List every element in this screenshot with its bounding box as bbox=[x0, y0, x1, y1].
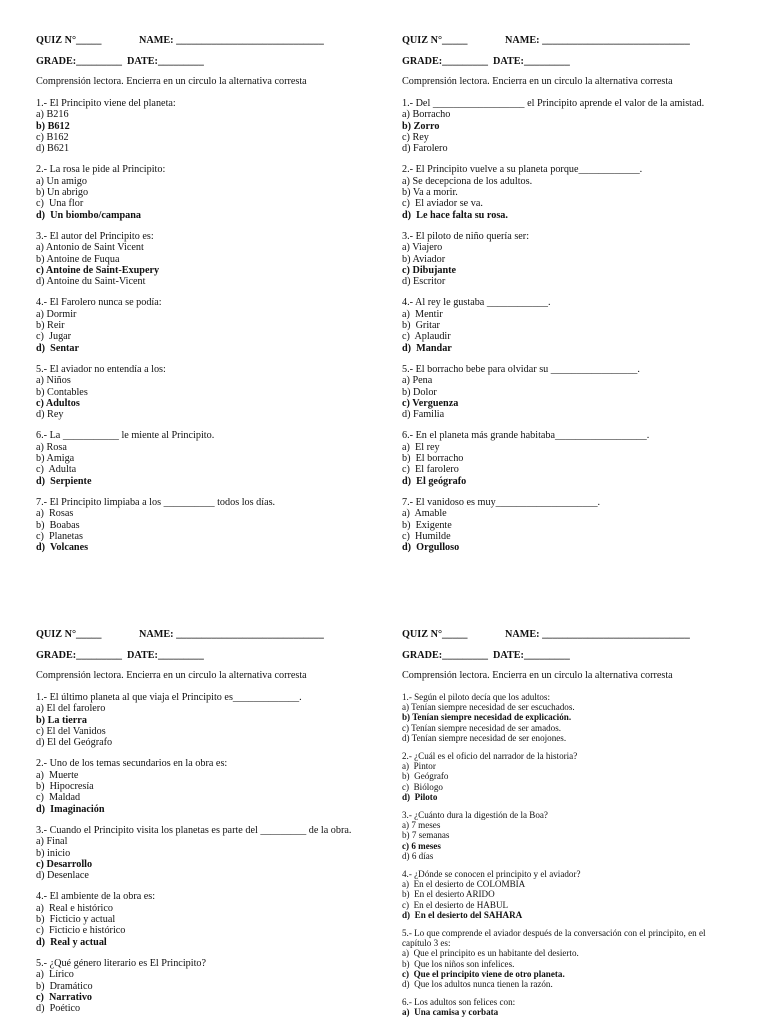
name-label: NAME: _____________________________ bbox=[505, 629, 690, 640]
answer-option: a) Rosas bbox=[36, 508, 74, 520]
answer-option: b) 7 semanas bbox=[402, 830, 450, 841]
answer-option: c) B162 bbox=[36, 131, 69, 143]
correct-option: d) Real y actual bbox=[36, 936, 107, 948]
answer-option: a) Pintor bbox=[402, 761, 436, 772]
question-item bbox=[402, 231, 752, 287]
date-label: DATE:_________ bbox=[127, 650, 204, 661]
question-text: 3.- El autor del Principito es: bbox=[36, 230, 154, 242]
question-text: 5.- El aviador no entendía a los: bbox=[36, 363, 166, 375]
answer-option: b) Amiga bbox=[36, 453, 75, 465]
question-text: 6.- La ___________ le miente al Principito. bbox=[36, 430, 215, 442]
answer-option: c) Biólogo bbox=[402, 781, 443, 792]
correct-option: d) Orgulloso bbox=[402, 542, 460, 554]
question-text: 7.- El vanidoso es muy____________________. bbox=[402, 496, 601, 508]
answer-option: d) 6 días bbox=[402, 850, 434, 861]
answer-option: a) Niños bbox=[36, 375, 71, 387]
question-item bbox=[36, 497, 386, 553]
answer-option: c) Planetas bbox=[36, 530, 83, 542]
quiz-block bbox=[402, 34, 752, 563]
instructions: Comprensión lectora. Encierra en un circulo la alternativa corresta bbox=[402, 76, 673, 87]
answer-option: d) Familia bbox=[402, 409, 445, 421]
date-label: DATE:_________ bbox=[127, 56, 204, 67]
question-item bbox=[36, 891, 386, 947]
question-item bbox=[402, 297, 752, 353]
answer-option: b) Geógrafo bbox=[402, 771, 449, 782]
question-item bbox=[36, 825, 386, 881]
question-text: 3.- El piloto de niño quería ser: bbox=[402, 230, 530, 242]
answer-option: d) Escritor bbox=[402, 276, 446, 288]
correct-option: d) El geógrafo bbox=[402, 475, 467, 487]
name-label: NAME: _____________________________ bbox=[139, 35, 324, 46]
correct-option: b) Tenían siempre necesidad de explicación. bbox=[402, 712, 572, 723]
correct-option: c) Desarrollo bbox=[36, 858, 93, 870]
question-item bbox=[402, 692, 752, 743]
grade-label: GRADE:_________ bbox=[36, 650, 123, 661]
answer-option: a) Amable bbox=[402, 508, 447, 520]
answer-option: d) Desenlace bbox=[36, 870, 89, 882]
answer-option: b) Hipocresía bbox=[36, 781, 94, 793]
answer-option: b) Dolor bbox=[402, 386, 437, 398]
answer-option: a) Mentir bbox=[402, 308, 443, 320]
correct-option: d) Volcanes bbox=[36, 542, 89, 554]
answer-option: a) Final bbox=[36, 836, 68, 848]
grade-date-row bbox=[402, 649, 752, 665]
answer-option: b) Aviador bbox=[402, 253, 446, 265]
question-item bbox=[36, 98, 386, 154]
question-text: 6.- Los adultos son felices con: bbox=[402, 997, 516, 1008]
name-label: NAME: _____________________________ bbox=[139, 629, 324, 640]
question-item bbox=[402, 497, 752, 553]
answer-option: a) Viajero bbox=[402, 242, 443, 254]
answer-option: a) En el desierto de COLOMBIA bbox=[402, 879, 526, 890]
answer-option: a) Se decepciona de los adultos. bbox=[402, 175, 533, 187]
question-text: 3.- Cuando el Principito visita los planetas es parte del _________ de la obra. bbox=[36, 824, 352, 836]
answer-option: d) B621 bbox=[36, 143, 70, 155]
question-text: 4.- El ambiente de la obra es: bbox=[36, 891, 156, 903]
question-text: 1.- El Principito viene del planeta: bbox=[36, 98, 176, 109]
question-item bbox=[402, 810, 752, 861]
instructions: Comprensión lectora. Encierra en un circulo la alternativa corresta bbox=[402, 670, 673, 681]
question-text: 6.- En el planeta más grande habitaba__________________. bbox=[402, 430, 650, 442]
question-text: 2.- ¿Cuál es el oficio del narrador de la historia? bbox=[402, 751, 578, 762]
question-item bbox=[36, 692, 386, 748]
name-label: NAME: _____________________________ bbox=[505, 35, 690, 46]
correct-option: c) Dibujante bbox=[402, 264, 457, 276]
answer-option: c) El farolero bbox=[402, 464, 459, 476]
question-list bbox=[36, 98, 386, 553]
question-item bbox=[36, 231, 386, 287]
instructions: Comprensión lectora. Encierra en un circulo la alternativa corresta bbox=[36, 670, 307, 681]
grade-label: GRADE:_________ bbox=[402, 56, 489, 67]
answer-option: a) B216 bbox=[36, 109, 69, 121]
correct-option: c) Verguenza bbox=[402, 397, 459, 409]
question-text: 7.- El Principito limpiaba a los __________ todos los días. bbox=[36, 496, 276, 508]
question-item bbox=[402, 164, 752, 220]
correct-option: d) Mandar bbox=[402, 342, 452, 354]
question-item bbox=[36, 758, 386, 814]
question-item bbox=[36, 958, 386, 1014]
grade-label: GRADE:_________ bbox=[36, 56, 123, 67]
correct-option: d) Le hace falta su rosa. bbox=[402, 209, 508, 221]
question-text: 3.- ¿Cuánto dura la digestión de la Boa? bbox=[402, 810, 548, 821]
question-text: 5.- Lo que comprende el aviador después de la conversación con el principito, en el capítulo 3 es: bbox=[402, 928, 706, 949]
answer-option: c) Rey bbox=[402, 131, 429, 143]
answer-option: b) Boabas bbox=[36, 519, 80, 531]
quiz-block bbox=[36, 34, 386, 563]
question-text: 4.- Al rey le gustaba ____________. bbox=[402, 297, 551, 309]
question-text: 1.- Del __________________ el Principito aprende el valor de la amistad. bbox=[402, 98, 705, 109]
question-text: 1.- Según el piloto decía que los adultos: bbox=[402, 692, 550, 702]
question-item bbox=[402, 364, 752, 420]
answer-option: a) Real e histórico bbox=[36, 902, 113, 914]
answer-option: b) El borracho bbox=[402, 453, 464, 465]
correct-option: b) La tierra bbox=[36, 714, 87, 726]
correct-option: b) B612 bbox=[36, 120, 70, 132]
answer-option: b) Va a morir. bbox=[402, 187, 458, 199]
correct-option: d) Piloto bbox=[402, 791, 438, 802]
correct-option: c) Adultos bbox=[36, 397, 80, 409]
grade-date-row bbox=[36, 649, 386, 665]
answer-option: a) Tenían siempre necesidad de ser escuchados. bbox=[402, 702, 575, 713]
question-item bbox=[402, 997, 752, 1017]
question-item bbox=[36, 164, 386, 220]
question-text: 5.- El borracho bebe para olvidar su _________________. bbox=[402, 363, 640, 375]
answer-option: b) En el desierto ARIDO bbox=[402, 889, 495, 900]
answer-option: b) Reir bbox=[36, 320, 65, 332]
answer-option: d) Rey bbox=[36, 409, 64, 421]
question-item bbox=[402, 430, 752, 486]
grade-date-row bbox=[36, 55, 386, 71]
answer-option: b) Ficticio y actual bbox=[36, 914, 116, 926]
correct-option: c) 6 meses bbox=[402, 840, 441, 851]
answer-option: a) 7 meses bbox=[402, 820, 441, 831]
question-text: 2.- La rosa le pide al Principito: bbox=[36, 164, 166, 176]
quiz-header-row bbox=[36, 628, 386, 644]
question-item bbox=[402, 751, 752, 802]
answer-option: d) Antoine du Saint-Vicent bbox=[36, 276, 146, 288]
quiz-number-label: QUIZ N°_____ bbox=[36, 35, 102, 46]
answer-option: c) El aviador se va. bbox=[402, 198, 483, 210]
answer-option: b) Contables bbox=[36, 386, 88, 398]
answer-option: c) En el desierto de HABUL bbox=[402, 899, 509, 910]
question-text: 2.- El Principito vuelve a su planeta porque____________. bbox=[402, 164, 643, 176]
grade-label: GRADE:_________ bbox=[402, 650, 489, 661]
correct-option: b) Zorro bbox=[402, 120, 440, 132]
question-text: 2.- Uno de los temas secundarios en la obra es: bbox=[36, 758, 228, 770]
answer-option: c) Humilde bbox=[402, 530, 451, 542]
grade-date-row bbox=[402, 55, 752, 71]
question-item bbox=[36, 430, 386, 486]
date-label: DATE:_________ bbox=[493, 56, 570, 67]
answer-option: d) Farolero bbox=[402, 143, 448, 155]
quiz-block bbox=[36, 628, 386, 1024]
quiz-header-row bbox=[402, 628, 752, 644]
answer-option: d) Que los adultos nunca tienen la razón. bbox=[402, 979, 553, 990]
correct-option: d) Un biombo/campana bbox=[36, 209, 142, 221]
answer-option: d) Poético bbox=[36, 1003, 81, 1015]
answer-option: a) El rey bbox=[402, 441, 440, 453]
answer-option: c) Una flor bbox=[36, 198, 84, 210]
question-item bbox=[402, 98, 752, 154]
question-text: 4.- El Farolero nunca se podía: bbox=[36, 297, 162, 309]
answer-option: a) Muerte bbox=[36, 769, 79, 781]
question-list bbox=[402, 98, 752, 553]
correct-option: a) Una camisa y corbata bbox=[402, 1007, 499, 1018]
answer-option: a) Pena bbox=[402, 375, 433, 387]
quiz-number-label: QUIZ N°_____ bbox=[402, 35, 468, 46]
question-text: 1.- El último planeta al que viaja el Principito es_____________. bbox=[36, 692, 302, 703]
answer-option: d) El del Geógrafo bbox=[36, 737, 113, 749]
answer-option: b) Antoine de Fuqua bbox=[36, 253, 120, 265]
answer-option: a) Borracho bbox=[402, 109, 451, 121]
answer-option: c) Tenían siempre necesidad de ser amados. bbox=[402, 722, 562, 733]
answer-option: a) Que el principito es un habitante del desierto. bbox=[402, 948, 579, 959]
instructions: Comprensión lectora. Encierra en un circulo la alternativa corresta bbox=[36, 76, 307, 87]
question-text: 4.- ¿Dónde se conocen el principito y el aviador? bbox=[402, 869, 581, 880]
question-item bbox=[402, 869, 752, 920]
question-text: 5.- ¿Qué género literario es El Principito? bbox=[36, 957, 207, 969]
answer-option: b) Un abrigo bbox=[36, 187, 89, 199]
answer-option: a) Rosa bbox=[36, 441, 67, 453]
quiz-number-label: QUIZ N°_____ bbox=[402, 629, 468, 640]
answer-option: c) Ficticio e histórico bbox=[36, 925, 126, 937]
answer-option: c) El del Vanidos bbox=[36, 725, 106, 737]
date-label: DATE:_________ bbox=[493, 650, 570, 661]
quiz-header-row bbox=[36, 34, 386, 50]
question-list bbox=[36, 692, 386, 1014]
correct-option: d) Sentar bbox=[36, 342, 80, 354]
answer-option: b) Gritar bbox=[402, 320, 440, 332]
answer-option: b) inicio bbox=[36, 847, 71, 859]
answer-option: b) Exigente bbox=[402, 519, 452, 531]
quiz-header-row bbox=[402, 34, 752, 50]
answer-option: d) Tenían siempre necesidad de ser enojones. bbox=[402, 732, 567, 743]
answer-option: a) Antonio de Saint Vicent bbox=[36, 242, 144, 254]
answer-option: a) Lírico bbox=[36, 969, 74, 981]
correct-option: c) Narrativo bbox=[36, 991, 93, 1003]
question-item bbox=[402, 928, 752, 989]
correct-option: d) En el desierto del SAHARA bbox=[402, 909, 523, 920]
question-item bbox=[36, 364, 386, 420]
correct-option: c) Antoine de Saint-Exupery bbox=[36, 264, 160, 276]
answer-option: b) Que los niños son infelices. bbox=[402, 958, 515, 969]
answer-option: a) El del farolero bbox=[36, 703, 106, 715]
answer-option: a) Dormir bbox=[36, 308, 77, 320]
correct-option: d) Serpiente bbox=[36, 475, 92, 487]
correct-option: c) Que el principito viene de otro planeta. bbox=[402, 968, 565, 979]
quiz-number-label: QUIZ N°_____ bbox=[36, 629, 102, 640]
answer-option: c) Aplaudir bbox=[402, 331, 451, 343]
answer-option: c) Adulta bbox=[36, 464, 77, 476]
question-list bbox=[402, 692, 752, 1018]
answer-option: c) Maldad bbox=[36, 792, 81, 804]
answer-option: a) Un amigo bbox=[36, 175, 87, 187]
answer-option: c) Jugar bbox=[36, 331, 72, 343]
question-item bbox=[36, 297, 386, 353]
correct-option: d) Imaginación bbox=[36, 803, 105, 815]
answer-option: b) Dramático bbox=[36, 980, 93, 992]
quiz-block bbox=[402, 628, 752, 1026]
